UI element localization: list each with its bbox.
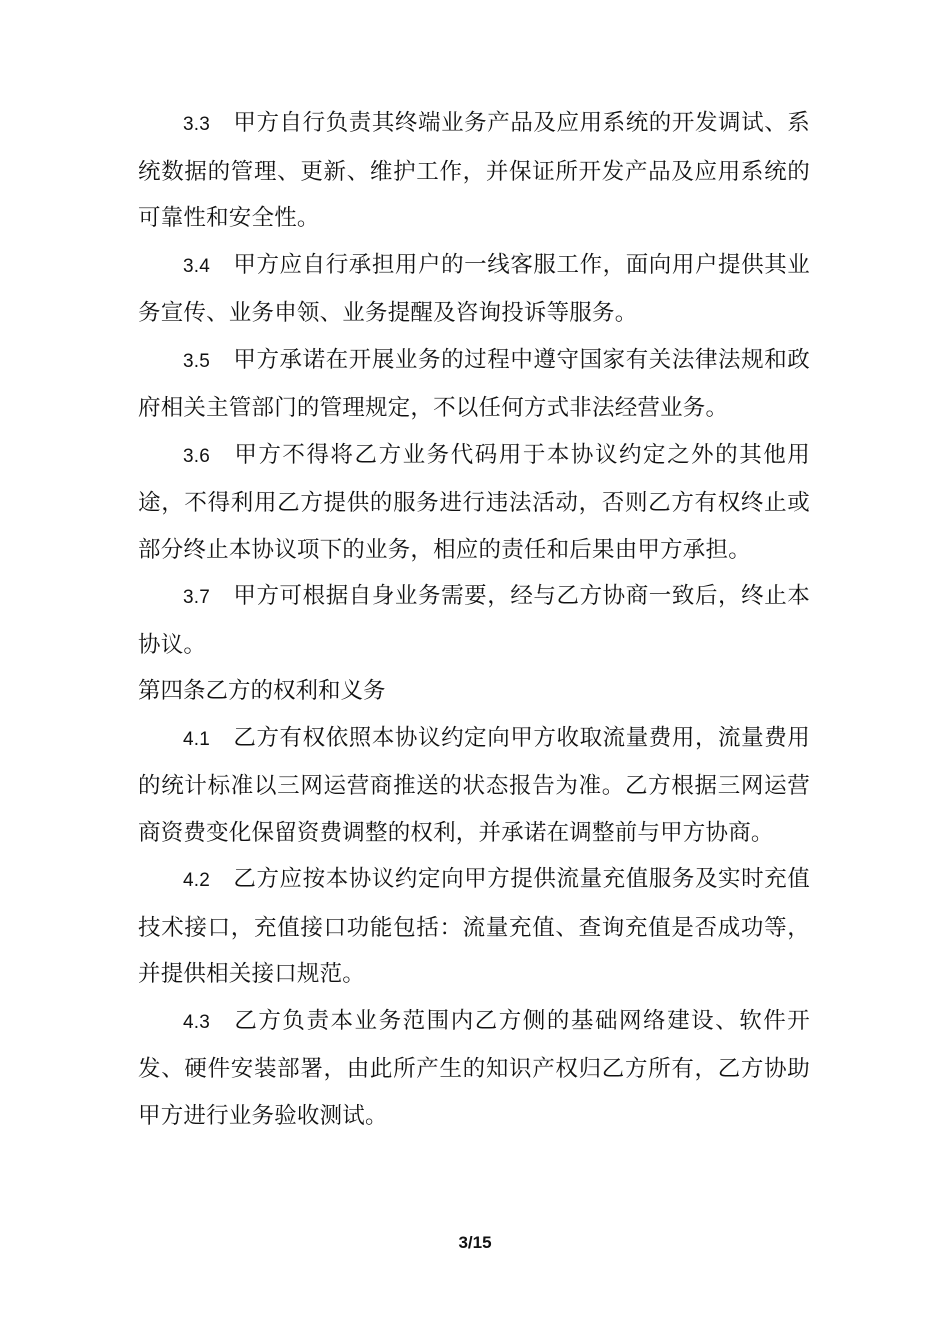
clause-number: 4.1: [183, 728, 211, 750]
clause-3-5: [138, 337, 810, 432]
clause-4-1: [138, 715, 810, 857]
clause-number: 3.7: [183, 587, 211, 608]
clause-3-7: [138, 573, 810, 668]
clause-text: 乙方应按本协议约定向甲方提供流量充值服务及实时充值技术接口，充值接口功能包括：流量充值、查询充值是否成功等，并提供相关接口规范。: [138, 866, 810, 987]
document-body: [138, 100, 810, 1139]
clause-4-3: [138, 998, 810, 1140]
page-number: 3/15: [458, 1233, 492, 1252]
clause-number: 4.2: [183, 870, 211, 891]
clause-4-2: [138, 856, 810, 998]
clause-text: 甲方自行负责其终端业务产品及应用系统的开发调试、系统数据的管理、更新、维护工作，并保证所开发产品及应用系统的可靠性和安全性。: [138, 110, 810, 231]
clause-3-6: [138, 432, 810, 574]
clause-text: 乙方负责本业务范围内乙方侧的基础网络建设、软件开发、硬件安装部署，由此所产生的知识产权归乙方所有，乙方协助甲方进行业务验收测试。: [138, 1007, 810, 1129]
section-heading: 第四条乙方的权利和义务: [138, 678, 386, 704]
clause-text: 乙方有权依照本协议约定向甲方收取流量费用，流量费用的统计标准以三网运营商推送的状态报告为准。乙方根据三网运营商资费变化保留资费调整的权利，并承诺在调整前与甲方协商。: [138, 724, 810, 846]
clause-number: 3.5: [183, 350, 211, 372]
clause-number: 3.6: [183, 445, 211, 467]
clause-number: 4.3: [183, 1011, 211, 1033]
clause-text: 甲方可根据自身业务需要，经与乙方协商一致后，终止本协议。: [138, 583, 810, 658]
clause-number: 3.4: [183, 255, 211, 277]
clause-text: 甲方应自行承担用户的一线客服工作，面向用户提供其业务宣传、业务申领、业务提醒及咨询投诉等服务。: [138, 251, 810, 326]
clause-text: 甲方不得将乙方业务代码用于本协议约定之外的其他用途，不得利用乙方提供的服务进行违法活动，否则乙方有权终止或部分终止本协议项下的业务，相应的责任和后果由甲方承担。: [138, 441, 810, 563]
clause-3-3: [138, 100, 810, 242]
clause-text: 甲方承诺在开展业务的过程中遵守国家有关法律法规和政府相关主管部门的管理规定，不以任何方式非法经营业务。: [138, 346, 810, 421]
clause-number: 3.3: [183, 114, 211, 135]
clause-3-4: [138, 242, 810, 337]
